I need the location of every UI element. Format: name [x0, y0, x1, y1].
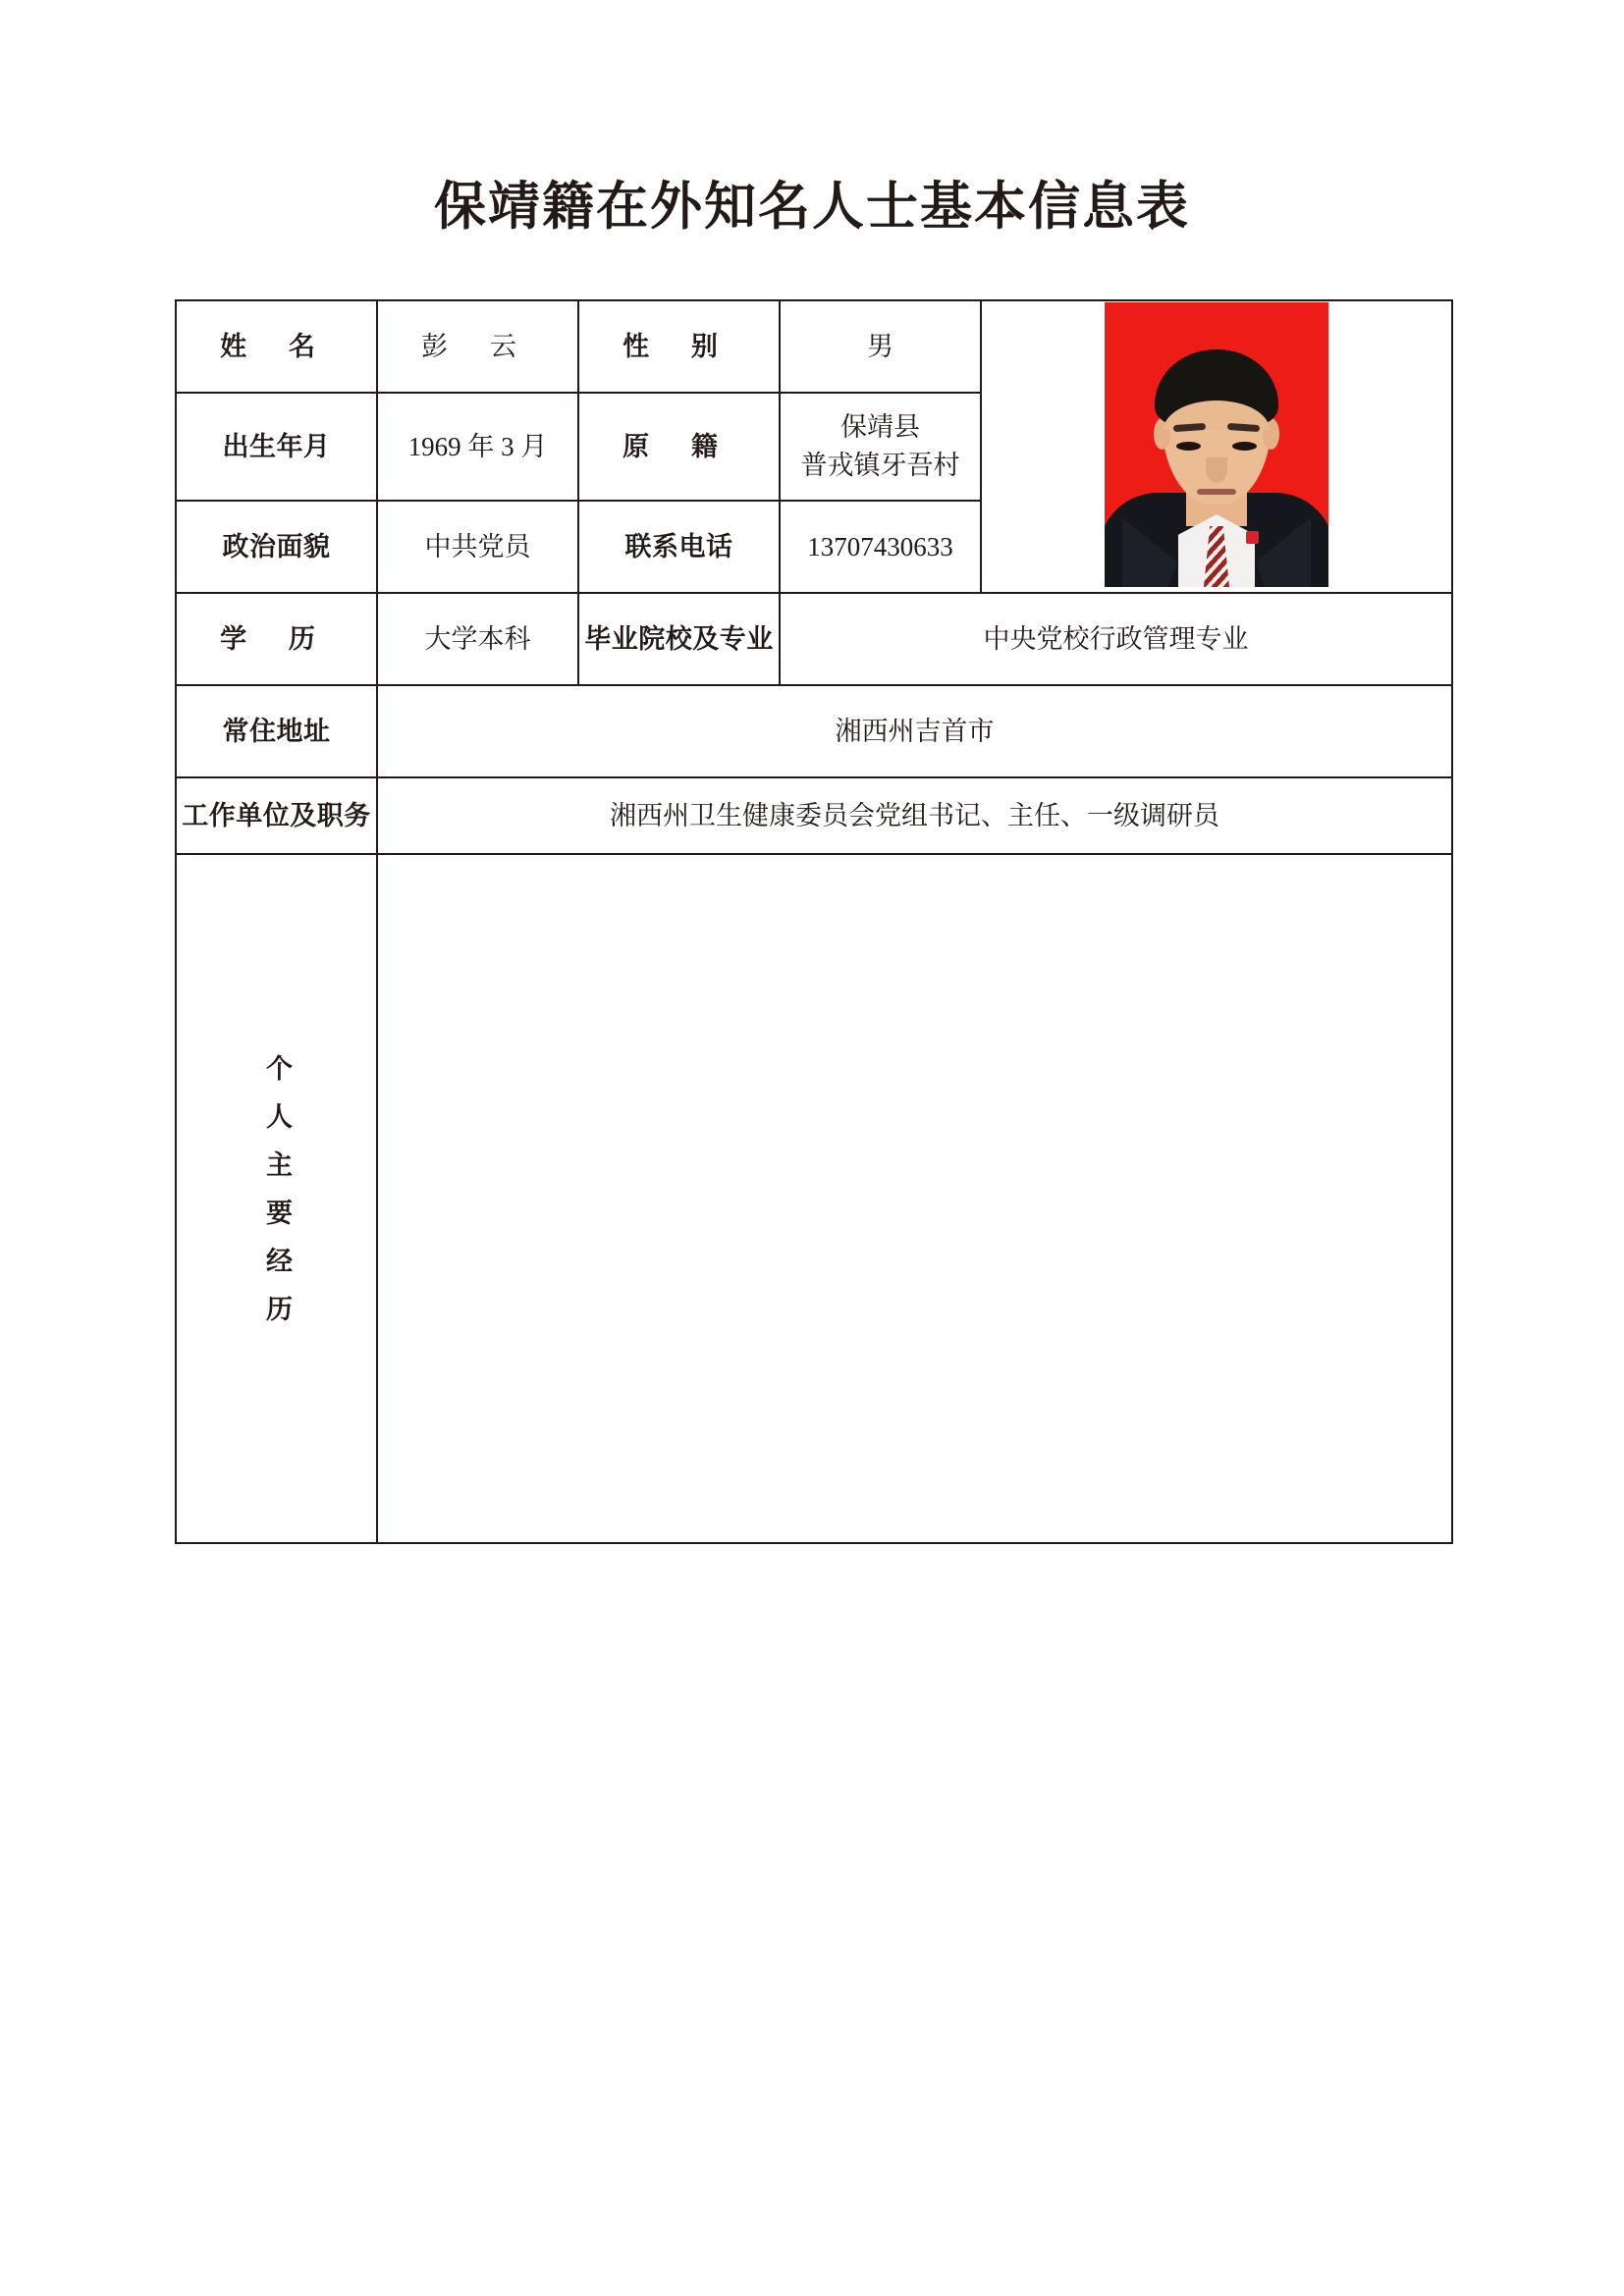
- origin-label: 原 籍: [623, 431, 735, 461]
- photo-nose: [1206, 457, 1227, 483]
- table-row-education: [176, 593, 1452, 685]
- phone-label: 联系电话: [624, 531, 733, 561]
- birth-label: 出生年月: [222, 431, 331, 461]
- photo-eye-left: [1176, 442, 1201, 451]
- work-label: 工作单位及职务: [182, 800, 371, 830]
- gender-label: 性 别: [623, 331, 735, 361]
- photo-mouth: [1197, 489, 1236, 495]
- name-label: 姓 名: [220, 331, 333, 361]
- cell-gender-value: [780, 300, 981, 393]
- photo-party-emblem-pin: [1246, 531, 1259, 544]
- cell-politics-label: [176, 501, 377, 593]
- cell-address-label: [176, 685, 377, 777]
- cell-photo: [981, 300, 1452, 593]
- school-value: 中央党校行政管理专业: [983, 623, 1249, 654]
- cell-phone-label: [578, 501, 780, 593]
- photo-eye-right: [1232, 442, 1257, 451]
- phone-value: 13707430633: [807, 531, 953, 561]
- personal-info-table: [175, 299, 1453, 1544]
- education-value: 大学本科: [424, 623, 531, 654]
- cell-name-value: [377, 300, 578, 393]
- cell-phone-value: [780, 501, 981, 593]
- cell-school-value: [780, 593, 1452, 685]
- table-row-work: [176, 777, 1452, 854]
- cell-school-label: [578, 593, 780, 685]
- origin-value-line1: 保靖县: [840, 411, 920, 442]
- cell-education-value: [377, 593, 578, 685]
- school-label: 毕业院校及专业: [584, 623, 774, 654]
- politics-value: 中共党员: [424, 531, 531, 561]
- birth-value: 1969 年 3 月: [407, 431, 548, 461]
- cell-origin-label: [578, 393, 780, 501]
- cell-work-value: [377, 777, 1452, 854]
- cell-experience-value[interactable]: [377, 854, 1452, 1543]
- cell-work-label: [176, 777, 377, 854]
- cell-education-label: [176, 593, 377, 685]
- education-label: 学 历: [220, 623, 333, 654]
- experience-label: 个人主要经历: [262, 1054, 292, 1343]
- photo-container: [982, 300, 1451, 593]
- cell-name-label: [176, 300, 377, 393]
- work-value: 湘西州卫生健康委员会党组书记、主任、一级调研员: [610, 800, 1219, 830]
- table-row-name: [176, 300, 1452, 393]
- id-photo-image: [1105, 302, 1328, 587]
- politics-label: 政治面貌: [222, 531, 331, 561]
- cell-gender-label: [578, 300, 780, 393]
- name-value: 彭 云: [421, 331, 534, 361]
- cell-experience-label: [176, 854, 377, 1543]
- cell-origin-value: [780, 393, 981, 501]
- cell-politics-value: [377, 501, 578, 593]
- origin-value-line2: 普戎镇牙吾村: [800, 451, 960, 480]
- address-label: 常住地址: [222, 716, 331, 746]
- cell-birth-value: [377, 393, 578, 501]
- photo-hair: [1155, 349, 1278, 426]
- cell-birth-label: [176, 393, 377, 501]
- address-value: 湘西州吉首市: [835, 716, 995, 746]
- experience-label-wrap: [177, 855, 376, 1542]
- table-row-address: [176, 685, 1452, 777]
- cell-address-value: [377, 685, 1452, 777]
- gender-value: 男: [867, 331, 893, 361]
- table-row-experience: [176, 854, 1452, 1543]
- page-title: 保靖籍在外知名人士基本信息表: [434, 179, 1190, 236]
